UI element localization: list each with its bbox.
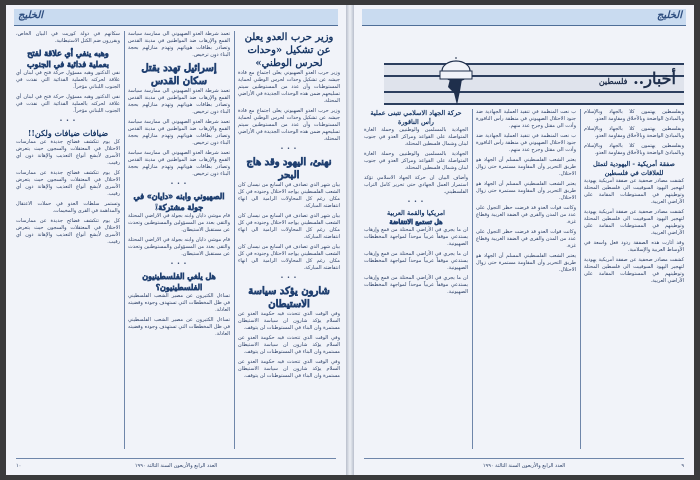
article-text: تعمد شرطة العدو الصهيوني الى ممارسة سياسة القمع والإرهاب ضد المواطنين في مدينة القدس وتصادر بطاقات هوياتهم وتهدم منازلهم بحجة البناء دون ترخيص.	[128, 119, 230, 146]
article-text: وكانت قوات العدو قد فرضت حظر التجول على عدد من المدن والقرى في الضفة الغربية وقطاع غزة.	[476, 229, 576, 249]
article-text: وكانت قوات العدو قد فرضت حظر التجول على عدد من المدن والقرى في الضفة الغربية وقطاع غزة.	[476, 205, 576, 225]
article-text: وتستمر سلطات العدو في حملات الاعتقال والمداهمة في القرى والمخيمات.	[16, 201, 120, 214]
article-text: نفى الدكتور وهبه مسؤول حركة فتح في لبنان أي علاقة لحركته بالعملية الفدائية التي نفذت في الجنوب اللبناني مؤخراً.	[16, 70, 120, 90]
article-text: تساءل الكثيرون عن مصير الشعب الفلسطيني في ظل المخططات التي تستهدف وجوده وقضيته العادلة.	[128, 317, 230, 337]
headline: الصهيوني وابنه «دايان» في جولة مشتركة!	[133, 191, 225, 212]
page-number: ١٠	[16, 463, 22, 469]
article-text: وقد أثارت هذه الصفقة ردود فعل واسعة في الأوساط العربية والإسلامية.	[584, 240, 684, 253]
article-text: بيان شهر الذي تصادف في السابع من نيسان كان الشعب الفلسطيني يواجه الاحتلال وجنوده في كل مكان رغم كل المحاولات الرامية الى انهاء انتفاضته المباركة.	[238, 182, 340, 209]
headline: وزير حرب العدو يعلن عن تشكيل «وحدات لحرس الوطني»	[244, 32, 334, 69]
article-text: وزير حرب العدو الصهيوني يعلن اجتماع مع قادة جيشه عن تشكيل وحدات لحرس الوطني لحماية المستوطنات وأن عدد من المستوطنين سيتم تسليحهم ضمن هذه الوحدات الجديدة في الأراضي المحتلة.	[238, 70, 340, 104]
headline: هل تستمع الانتفاضة	[389, 218, 443, 226]
banner-subtitle: فلسطين	[598, 76, 628, 86]
right-col-3	[364, 109, 468, 449]
headline: نهنئ، اليهود وقد هاج البحر	[246, 157, 332, 181]
article-text: الجهادية بالمسلمين والوطنيين وحملة الغارة المتواصلة على القواعد ومراكز العدو في جنوب لبنان وشمال فلسطين المحتلة.	[364, 127, 468, 147]
article-text: كشفت مصادر صحفية عن صفقة أمريكية يهودية لتهجير اليهود السوفييت الى فلسطين المحتلة وتوطينهم في المستوطنات المقامة على الأراضي العربية.	[584, 178, 684, 205]
header-logo: الخليج	[18, 10, 44, 21]
article-text: ب نعت المنظمة في تنفيذ العملية الجهادية ضد جنود الاحتلال الصهيوني في منطقة رأس الناقورة وأدت الى مقتل وجرح عدد منهم.	[476, 109, 576, 129]
headline: إسرائيل تهدد بقتل سكان القدس	[141, 63, 217, 87]
right-page	[354, 5, 694, 475]
headline: وهبه ينفي أي علاقة لفتح بعملية فدائية في الجنوب	[27, 48, 109, 69]
article-text: ان ما يجري في الأراضي المحتلة من قمع وإرهاب يستدعي موقفاً عربياً موحداً لمواجهة المخططات الصهيونية.	[364, 275, 468, 295]
column-rule	[124, 31, 125, 449]
article-text: وزير حرب العدو الصهيوني يعلن اجتماع مع قادة جيشه عن تشكيل وحدات لحرس الوطني لحماية المستوطنات وأن عدد من المستوطنين سيتم تسليحهم ضمن هذه الوحدات الجديدة في الأراضي المحتلة.	[238, 108, 340, 142]
article-text: كشفت مصادر صحفية عن صفقة أمريكية يهودية لتهجير اليهود السوفييت الى فلسطين المحتلة وتوطينهم في المستوطنات المقامة على الأراضي العربية.	[584, 257, 684, 284]
headline: حركة الجهاد الاسلامي تتبنى عملية رأس الناقورة	[370, 109, 462, 126]
left-col-1	[238, 31, 340, 449]
article-text: تعمد شرطة العدو الصهيوني الى ممارسة سياسة القمع والإرهاب ضد المواطنين في مدينة القدس وتصادر بطاقات هوياتهم وتهدم منازلهم بحجة البناء دون ترخيص.	[128, 88, 230, 115]
article-text: ب نعت المنظمة في تنفيذ العملية الجهادية ضد جنود الاحتلال الصهيوني في منطقة رأس الناقورة وأدت الى مقتل وجرح عدد منهم.	[476, 133, 576, 153]
article-text: وبفلسطين يهتمون كلا بالجهاد وبالإسلام وبالمبادئ الواضحة وبالأخلاق ومقاومة العدو.	[584, 126, 684, 139]
column-rule	[234, 31, 235, 449]
article-text: قام موشي دايان وابنه بجولة في الاراضي المحتلة والتقى بعدد من المسؤولين والمستوطنين وتحدث عن مستقبل الاستيطان.	[128, 237, 230, 257]
separator-dots: • • •	[407, 199, 425, 205]
article-text: كل يوم تتكشف فضائح جديدة عن ممارسات الاحتلال في المعتقلات والسجون حيث يتعرض الأسرى لأبشع أنواع التعذيب والإهانة دون أي رقيب.	[16, 170, 120, 197]
footer-rule	[16, 458, 336, 459]
article-text: يعتبر الشعب الفلسطيني المسلم أن الجهاد هو طريق التحرير وأن المقاومة مستمرة حتى زوال الاحتلال.	[476, 253, 576, 273]
separator-dots: • • •	[280, 275, 298, 281]
separator-dots: • • •	[280, 146, 298, 152]
separator-dots: • • •	[59, 118, 77, 124]
banner-title-text: أخبار..	[633, 69, 676, 88]
article-text: يعتبر الشعب الفلسطيني المسلم أن الجهاد هو طريق التحرير وأن المقاومة مستمرة حتى زوال الاحتلال.	[476, 157, 576, 177]
news-banner	[384, 63, 684, 105]
page-footer: العدد الرابع والأربعون السنة الثالثة ١٩٩٠	[134, 463, 218, 469]
column-rule	[580, 109, 581, 449]
article-text: ان ما يجري في الأراضي المحتلة من قمع وإرهاب يستدعي موقفاً عربياً موحداً لمواجهة المخططات الصهيونية.	[364, 227, 468, 247]
article-text: سكانهم في دولة كوريت في البيان الخاص، ويقررون ضم الكتل الاستيطانية.	[16, 31, 120, 44]
article-text: كل يوم تتكشف فضائح جديدة عن ممارسات الاحتلال في المعتقلات والسجون حيث يتعرض الأسرى لأبشع أنواع التعذيب والإهانة دون أي رقيب.	[16, 139, 120, 166]
article-text: ان ما يجري في الأراضي المحتلة من قمع وإرهاب يستدعي موقفاً عربياً موحداً لمواجهة المخططات الصهيونية.	[364, 251, 468, 271]
headline: هل يلغي الفلسطينيون الفلسطينيون؟	[142, 271, 216, 292]
article-text: تعمد شرطة العدو الصهيوني الى ممارسة سياسة القمع والإرهاب ضد المواطنين في مدينة القدس وتصادر بطاقات هوياتهم وتهدم منازلهم بحجة البناء دون ترخيص.	[128, 150, 230, 177]
left-col-2	[128, 31, 230, 449]
headline: شارون يؤكد سياسة الاستيطان	[248, 286, 330, 310]
article-text: يعتبر الشعب الفلسطيني المسلم أن الجهاد هو طريق التحرير وأن المقاومة مستمرة حتى زوال الاحتلال.	[476, 181, 576, 201]
article-text: نفى الدكتور وهبه مسؤول حركة فتح في لبنان أي علاقة لحركته بالعملية الفدائية التي نفذت في الجنوب اللبناني مؤخراً.	[16, 94, 120, 114]
dome-map-icon	[426, 57, 486, 107]
right-page-header	[362, 9, 686, 26]
right-col-1	[584, 109, 684, 449]
article-text: بيان شهر الذي تصادف في السابع من نيسان كان الشعب الفلسطيني يواجه الاحتلال وجنوده في كل مكان رغم كل المحاولات الرامية الى انهاء انتفاضته المباركة.	[238, 244, 340, 271]
article-text: وفي الوقت الذي تتحدث فيه حكومة العدو عن السلام يؤكد شارون ان سياسة الاستيطان مستمرة وان البناء في المستوطنات لن يتوقف.	[238, 335, 340, 355]
article-text: وفي الوقت الذي تتحدث فيه حكومة العدو عن السلام يؤكد شارون ان سياسة الاستيطان مستمرة وان البناء في المستوطنات لن يتوقف.	[238, 359, 340, 379]
page-number: ٩	[681, 463, 684, 469]
article-text: وأضاف البيان ان حركة الجهاد الاسلامي تؤكد استمرار العمل الجهادي حتى تحرير كامل التراب الفلسطيني.	[364, 175, 468, 195]
footer-rule	[364, 458, 684, 459]
banner-title	[599, 69, 676, 88]
left-page-header	[14, 9, 338, 26]
article-text: وبفلسطين يهتمون كلا بالجهاد وبالإسلام وبالمبادئ الواضحة وبالأخلاق ومقاومة العدو.	[584, 109, 684, 122]
header-logo: الخليج	[656, 10, 682, 21]
article-text: تعمد شرطة العدو الصهيوني الى ممارسة سياسة القمع والإرهاب ضد المواطنين في مدينة القدس وتصادر بطاقات هوياتهم وتهدم منازلهم بحجة البناء دون ترخيص.	[128, 31, 230, 58]
right-col-2	[476, 109, 576, 449]
article-text: كشفت مصادر صحفية عن صفقة أمريكية يهودية لتهجير اليهود السوفييت الى فلسطين المحتلة وتوطينهم في المستوطنات المقامة على الأراضي العربية.	[584, 209, 684, 236]
article-text: بيان شهر الذي تصادف في السابع من نيسان كان الشعب الفلسطيني يواجه الاحتلال وجنوده في كل مكان رغم كل المحاولات الرامية الى انهاء انتفاضته المباركة.	[238, 213, 340, 240]
headline: امريكيا والقمة العربية	[387, 209, 445, 217]
headline: صفقة أمريكية - اليهودية لتمثل للعلاقات في فلسطين	[593, 160, 675, 177]
separator-dots: • • •	[170, 181, 188, 187]
magazine-spread	[6, 5, 694, 475]
article-text: وفي الوقت الذي تتحدث فيه حكومة العدو عن السلام يؤكد شارون ان سياسة الاستيطان مستمرة وان البناء في المستوطنات لن يتوقف.	[238, 311, 340, 331]
article-text: كل يوم تتكشف فضائح جديدة عن ممارسات الاحتلال في المعتقلات والسجون حيث يتعرض الأسرى لأبشع أنواع التعذيب والإهانة دون أي رقيب.	[16, 218, 120, 245]
article-text: قام موشي دايان وابنه بجولة في الاراضي المحتلة والتقى بعدد من المسؤولين والمستوطنين وتحدث عن مستقبل الاستيطان.	[128, 213, 230, 233]
article-text: تساءل الكثيرون عن مصير الشعب الفلسطيني في ظل المخططات التي تستهدف وجوده وقضيته العادلة.	[128, 293, 230, 313]
separator-dots: • • •	[170, 261, 188, 267]
left-col-3	[16, 31, 120, 449]
headline: ضيافات ضيافات ولكن!!	[27, 128, 109, 138]
article-text: وبفلسطين يهتمون كلا بالجهاد وبالإسلام وبالمبادئ الواضحة وبالأخلاق ومقاومة العدو.	[584, 143, 684, 156]
page-gutter	[346, 5, 354, 475]
column-rule	[472, 109, 473, 449]
page-footer: العدد الرابع والأربعون السنة الثالثة ١٩٩٠	[482, 463, 566, 469]
article-text: الجهادية بالمسلمين والوطنيين وحملة الغارة المتواصلة على القواعد ومراكز العدو في جنوب لبنان وشمال فلسطين المحتلة.	[364, 151, 468, 171]
left-page	[6, 5, 346, 475]
